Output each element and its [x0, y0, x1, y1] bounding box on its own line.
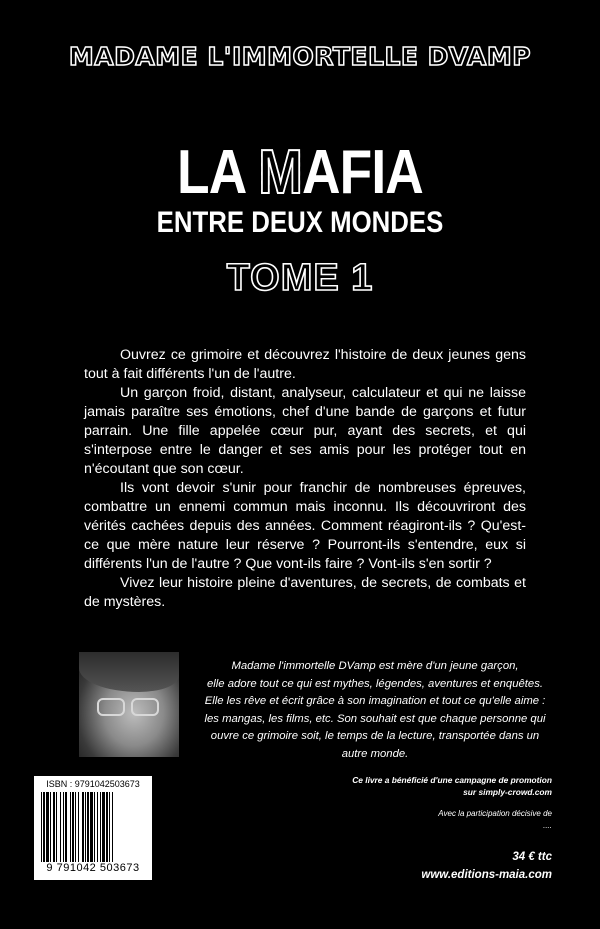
bio-line: ouvre ce grimoire soit, le temps de la lecture, transportée dans un: [210, 730, 540, 743]
barcode-bar: [90, 792, 93, 862]
promo-line: Ce livre a bénéficié d'une campagne de promotion: [352, 775, 552, 785]
participation-line: Avec la participation décisive de: [438, 809, 552, 818]
barcode-bar: [82, 792, 84, 862]
title-dotted-letter: M: [258, 138, 302, 207]
barcode-bar: [46, 792, 49, 862]
barcode-bar: [85, 792, 86, 862]
photo-glasses-left: [97, 698, 125, 716]
barcode-bar: [102, 792, 105, 862]
publisher-website: www.editions-maia.com: [421, 869, 552, 881]
barcode-bar: [60, 792, 61, 862]
barcode-bar: [65, 792, 67, 862]
bio-line: elle adore tout ce qui est mythes, légendes, aventures et enquêtes.: [207, 677, 543, 690]
barcode-box: [34, 776, 152, 880]
barcode-bar: [78, 792, 79, 862]
price-block: [252, 848, 552, 884]
author-bio: [191, 658, 559, 764]
isbn-label: ISBN : 9791042503673: [46, 779, 140, 789]
title-prefix: LA: [177, 138, 259, 207]
bio-line: Madame l'immortelle DVamp est mère d'un jeune garçon,: [231, 660, 519, 672]
synopsis-paragraph: Vivez leur histoire pleine d'aventures, de secrets, de combats et de mystères.: [84, 575, 526, 610]
barcode-bar: [63, 792, 64, 862]
photo-hair: [79, 652, 179, 692]
barcode-bar: [41, 792, 42, 862]
barcode-bar: [70, 792, 71, 862]
barcode-bar: [43, 792, 45, 862]
promo-notice: [252, 774, 552, 798]
synopsis-paragraph: Ils vont devoir s'unir pour franchir de nombreuses épreuves, combattre un ennemi commun mais inconnu. Ils découvriront des vérités cachées depuis des années. Comment réagiront-ils ? Qu'est-ce que mère nature leur réserve ? Pourront-ils s'entendre, eux si différents l'un de l'autre ? Que vont-ils faire ? Vont-ils s'en sortir ?: [84, 480, 526, 572]
barcode-number: 9 791042 503673: [46, 862, 140, 874]
barcode-bar: [56, 792, 57, 862]
synopsis: [84, 346, 526, 612]
barcode-bar: [50, 792, 51, 862]
barcode-bar: [106, 792, 108, 862]
barcode-bar: [100, 792, 101, 862]
barcode-bar: [112, 792, 113, 862]
barcode-bar: [94, 792, 95, 862]
bio-line: Elle les rêve et écrit grâce à son imagination et tout ce qu'elle aime :: [204, 695, 546, 708]
promo-line: sur simply-crowd.com: [463, 787, 552, 797]
bio-line: les mangas, les films, etc. Son souhait est que chaque personne qui: [204, 712, 546, 725]
title-rest: AFIA: [301, 138, 423, 207]
book-title: [42, 138, 558, 207]
photo-glasses-right: [131, 698, 159, 716]
price: 34 € ttc: [512, 851, 552, 863]
barcode-bar: [109, 792, 110, 862]
book-volume: TOME 1: [226, 257, 374, 299]
synopsis-paragraph: Ouvrez ce grimoire et découvrez l'histoire de deux jeunes gens tout à fait différents l'un de l'autre.: [84, 347, 526, 382]
bio-line: autre monde.: [341, 747, 409, 760]
barcode-bar: [53, 792, 55, 862]
barcode-bar: [87, 792, 89, 862]
participation-dots: ....: [543, 821, 552, 830]
author-photo: [79, 652, 179, 757]
synopsis-paragraph: Un garçon froid, distant, analyseur, calculateur et qui ne laisse jamais paraître ses émotions, chef d'une bande de garçons et futur parrain. Une fille appelée cœur pur, ayant des secrets, et qui s'interpose entre le danger et ses amis pour les protéger tout en n'écoutant que son cœur.: [84, 385, 526, 477]
barcode-bar: [75, 792, 76, 862]
author-name: MADAME L'IMMORTELLE DVAMP: [68, 42, 532, 71]
book-subtitle: ENTRE DEUX MONDES: [156, 206, 444, 239]
barcode-icon: [40, 792, 146, 862]
participation-notice: [252, 808, 552, 832]
barcode-bar: [97, 792, 98, 862]
barcode-bar: [72, 792, 74, 862]
